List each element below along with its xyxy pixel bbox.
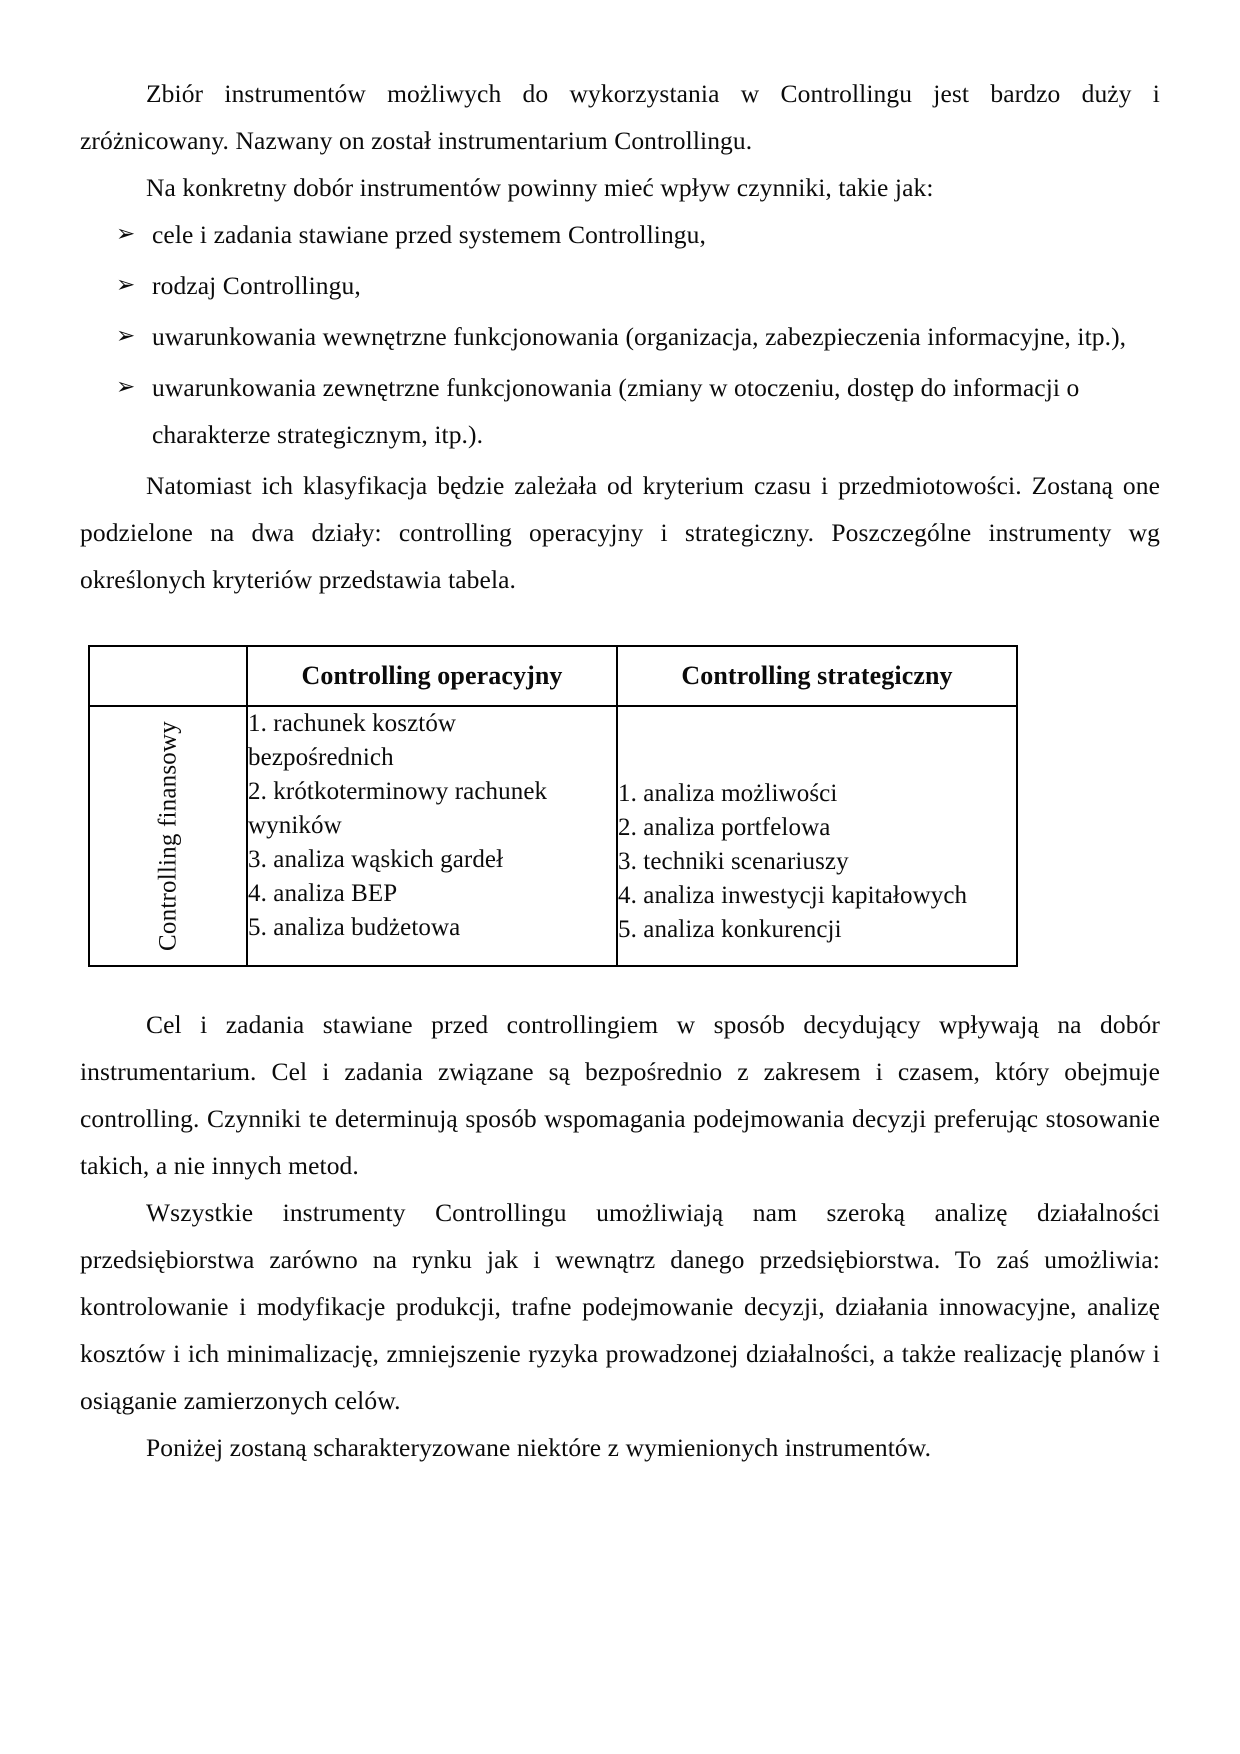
list-item-label: uwarunkowania zewnętrzne funkcjonowania (zmiany w otoczeniu, dostęp do informacji o charakterze strategicznym, itp.). bbox=[152, 373, 1080, 449]
operational-item: 1. rachunek kosztów bbox=[248, 710, 457, 737]
table-header-operational: Controlling operacyjny bbox=[247, 646, 617, 706]
operational-item: wyników bbox=[248, 812, 342, 839]
operational-item: 3. analiza wąskich gardeł bbox=[248, 846, 504, 873]
paragraph-closing-1: Cel i zadania stawiane przed controllingiem w sposób decydujący wpływają na dobór instrumentarium. Cel i zadania związane są bezpośrednio z zakresem i czasem, który obejmuje controlling. Czynniki te determinują sposób wspomagania podejmowania decyzji preferując stosowanie takich, a nie innych metod. bbox=[80, 1010, 1160, 1180]
strategic-item: 1. analiza możliwości bbox=[618, 780, 838, 807]
operational-item: bezpośrednich bbox=[248, 744, 394, 771]
paragraph-intro-1: Zbiór instrumentów możliwych do wykorzystania w Controllingu jest bardzo duży i zróżnicowany. Nazwany on został instrumentarium Controllingu. bbox=[80, 79, 1160, 155]
strategic-item: 2. analiza portfelowa bbox=[618, 814, 831, 841]
strategic-item: 5. analiza konkurencji bbox=[618, 916, 842, 943]
list-item-label: cele i zadania stawiane przed systemem Controllingu, bbox=[152, 220, 706, 249]
operational-item: 4. analiza BEP bbox=[248, 880, 398, 907]
table-header-strategic: Controlling strategiczny bbox=[617, 646, 1017, 706]
factors-bullet-list bbox=[80, 211, 1160, 458]
table-row-label-cell bbox=[89, 706, 247, 966]
paragraph-classification: Natomiast ich klasyfikacja będzie zależała od kryterium czasu i przedmiotowości. Zostaną one podzielone na dwa działy: controlling operacyjny i strategiczny. Poszczególne instrumenty wg określonych kryteriów przedstawia tabela. bbox=[80, 471, 1160, 594]
instruments-table bbox=[88, 645, 1018, 967]
strategic-item: 3. techniki scenariuszy bbox=[618, 848, 849, 875]
operational-item: 2. krótkoterminowy rachunek bbox=[248, 778, 548, 805]
operational-item: 5. analiza budżetowa bbox=[248, 914, 461, 941]
list-item bbox=[80, 364, 1160, 458]
table-cell-operational bbox=[247, 706, 617, 966]
paragraph-closing-2: Wszystkie instrumenty Controllingu umożliwiają nam szeroką analizę działalności przedsiębiorstwa zarówno na rynku jak i wewnątrz danego przedsiębiorstwa. To zaś umożliwia: kontrolowanie i modyfikacje produkcji, trafne podejmowanie decyzji, działania innowacyjne, analizę kosztów i ich minimalizację, zmniejszenie ryzyka prowadzonej działalności, a także realizację planów i osiąganie zamierzonych celów. bbox=[80, 1198, 1160, 1415]
table-cell-strategic bbox=[617, 706, 1017, 966]
instruments-table-wrapper bbox=[80, 645, 1160, 967]
table-body bbox=[89, 706, 1017, 966]
table-header-corner bbox=[89, 646, 247, 706]
paragraph-intro-2: Na konkretny dobór instrumentów powinny mieć wpływ czynniki, takie jak: bbox=[146, 173, 934, 202]
table-header bbox=[89, 646, 1017, 706]
table-row-label: Controlling finansowy bbox=[154, 721, 182, 951]
list-item-label: rodzaj Controllingu, bbox=[152, 271, 361, 300]
paragraph-closing-3: Poniżej zostaną scharakteryzowane niektóre z wymienionych instrumentów. bbox=[146, 1433, 932, 1462]
arrow-bullet-icon: ➢ bbox=[116, 323, 136, 349]
arrow-bullet-icon: ➢ bbox=[116, 374, 136, 400]
arrow-bullet-icon: ➢ bbox=[116, 221, 136, 247]
list-item bbox=[80, 262, 1160, 309]
table-header-row bbox=[89, 646, 1017, 706]
list-item-label: uwarunkowania wewnętrzne funkcjonowania (organizacja, zabezpieczenia informacyjne, itp.), bbox=[152, 322, 1127, 351]
strategic-item: 4. analiza inwestycji kapitałowych bbox=[618, 882, 968, 909]
list-item bbox=[80, 211, 1160, 258]
arrow-bullet-icon: ➢ bbox=[116, 272, 136, 298]
document-body bbox=[80, 70, 1160, 1471]
list-item bbox=[80, 313, 1160, 360]
table-row bbox=[89, 706, 1017, 966]
